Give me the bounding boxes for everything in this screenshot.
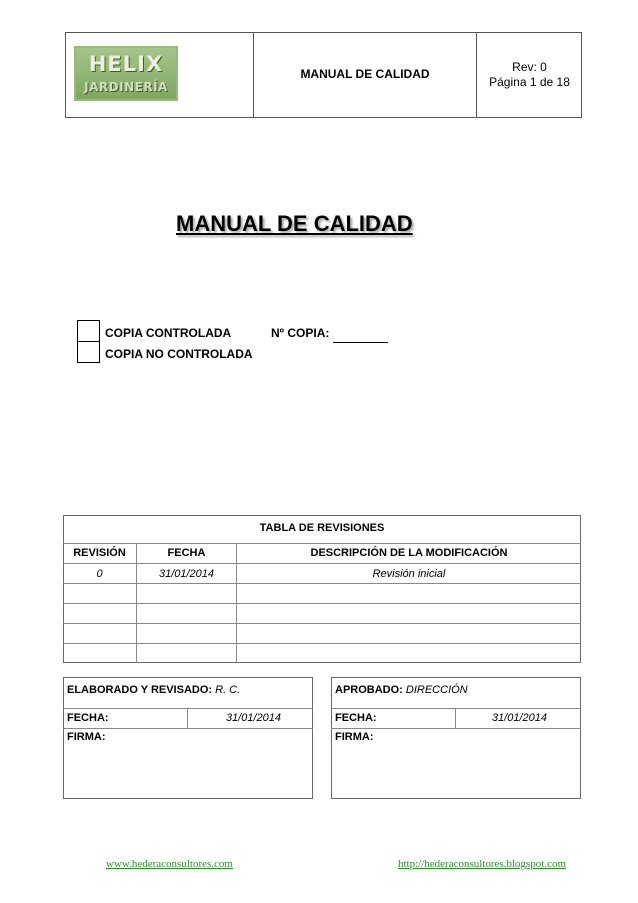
table-divider: [63, 563, 581, 564]
box-divider: [331, 708, 581, 709]
revisions-table: [63, 515, 581, 663]
approved-by-label: [335, 684, 468, 696]
uncontrolled-copy-checkbox[interactable]: [77, 341, 100, 363]
footer-blog-link[interactable]: http://hederaconsultores.blogspot.com: [398, 858, 567, 870]
document-header: [65, 32, 582, 118]
box-divider: [331, 728, 581, 729]
signature-label: FIRMA:: [335, 731, 374, 743]
column-header-description: DESCRIPCIÓN DE LA MODIFICACIÓN: [310, 547, 508, 559]
copy-number-label: Nº COPIA:: [271, 326, 330, 340]
approved-date: 31/01/2014: [491, 712, 547, 724]
box-divider: [63, 728, 313, 729]
table-row-divider: [63, 603, 581, 604]
column-header-revision: REVISIÓN: [73, 547, 126, 559]
page-title: MANUAL DE CALIDAD: [176, 211, 413, 236]
prepared-date: 31/01/2014: [225, 712, 281, 724]
table-row-divider: [63, 643, 581, 644]
date-label: FECHA:: [67, 712, 109, 724]
controlled-copy-checkbox[interactable]: [77, 320, 100, 342]
table-cell: 31/01/2014: [158, 568, 215, 580]
table-cell: Revisión inicial: [372, 568, 446, 580]
logo-subtitle: JARDINERÍA: [84, 80, 168, 94]
table-cell: 0: [96, 568, 103, 580]
prepared-by-title: ELABORADO Y REVISADO:: [67, 684, 213, 696]
column-header-date: FECHA: [167, 547, 206, 559]
revision-number: Rev: 0: [512, 60, 547, 74]
logo-name: HELIX: [88, 52, 164, 76]
table-column-divider: [136, 543, 137, 663]
header-title: MANUAL DE CALIDAD: [300, 67, 430, 81]
prepared-by-label: [67, 684, 240, 696]
signature-label: FIRMA:: [67, 731, 106, 743]
approved-by-value: DIRECCIÓN: [405, 684, 468, 696]
table-row-divider: [63, 583, 581, 584]
page-number: Página 1 de 18: [489, 75, 570, 89]
controlled-copy-label: COPIA CONTROLADA: [105, 326, 232, 340]
prepared-by-value: R. C.: [215, 684, 241, 696]
approved-by-title: APROBADO:: [335, 684, 403, 696]
copy-number-field[interactable]: [333, 342, 388, 343]
company-logo: [74, 46, 178, 101]
box-divider: [187, 708, 188, 728]
box-divider: [455, 708, 456, 728]
table-row-divider: [63, 623, 581, 624]
footer-website-link[interactable]: www.hederaconsultores.com: [106, 858, 233, 870]
table-divider: [63, 543, 581, 544]
table-column-divider: [236, 543, 237, 663]
box-divider: [63, 708, 313, 709]
revisions-table-title: TABLA DE REVISIONES: [259, 522, 385, 534]
date-label: FECHA:: [335, 712, 377, 724]
uncontrolled-copy-label: COPIA NO CONTROLADA: [105, 347, 253, 361]
